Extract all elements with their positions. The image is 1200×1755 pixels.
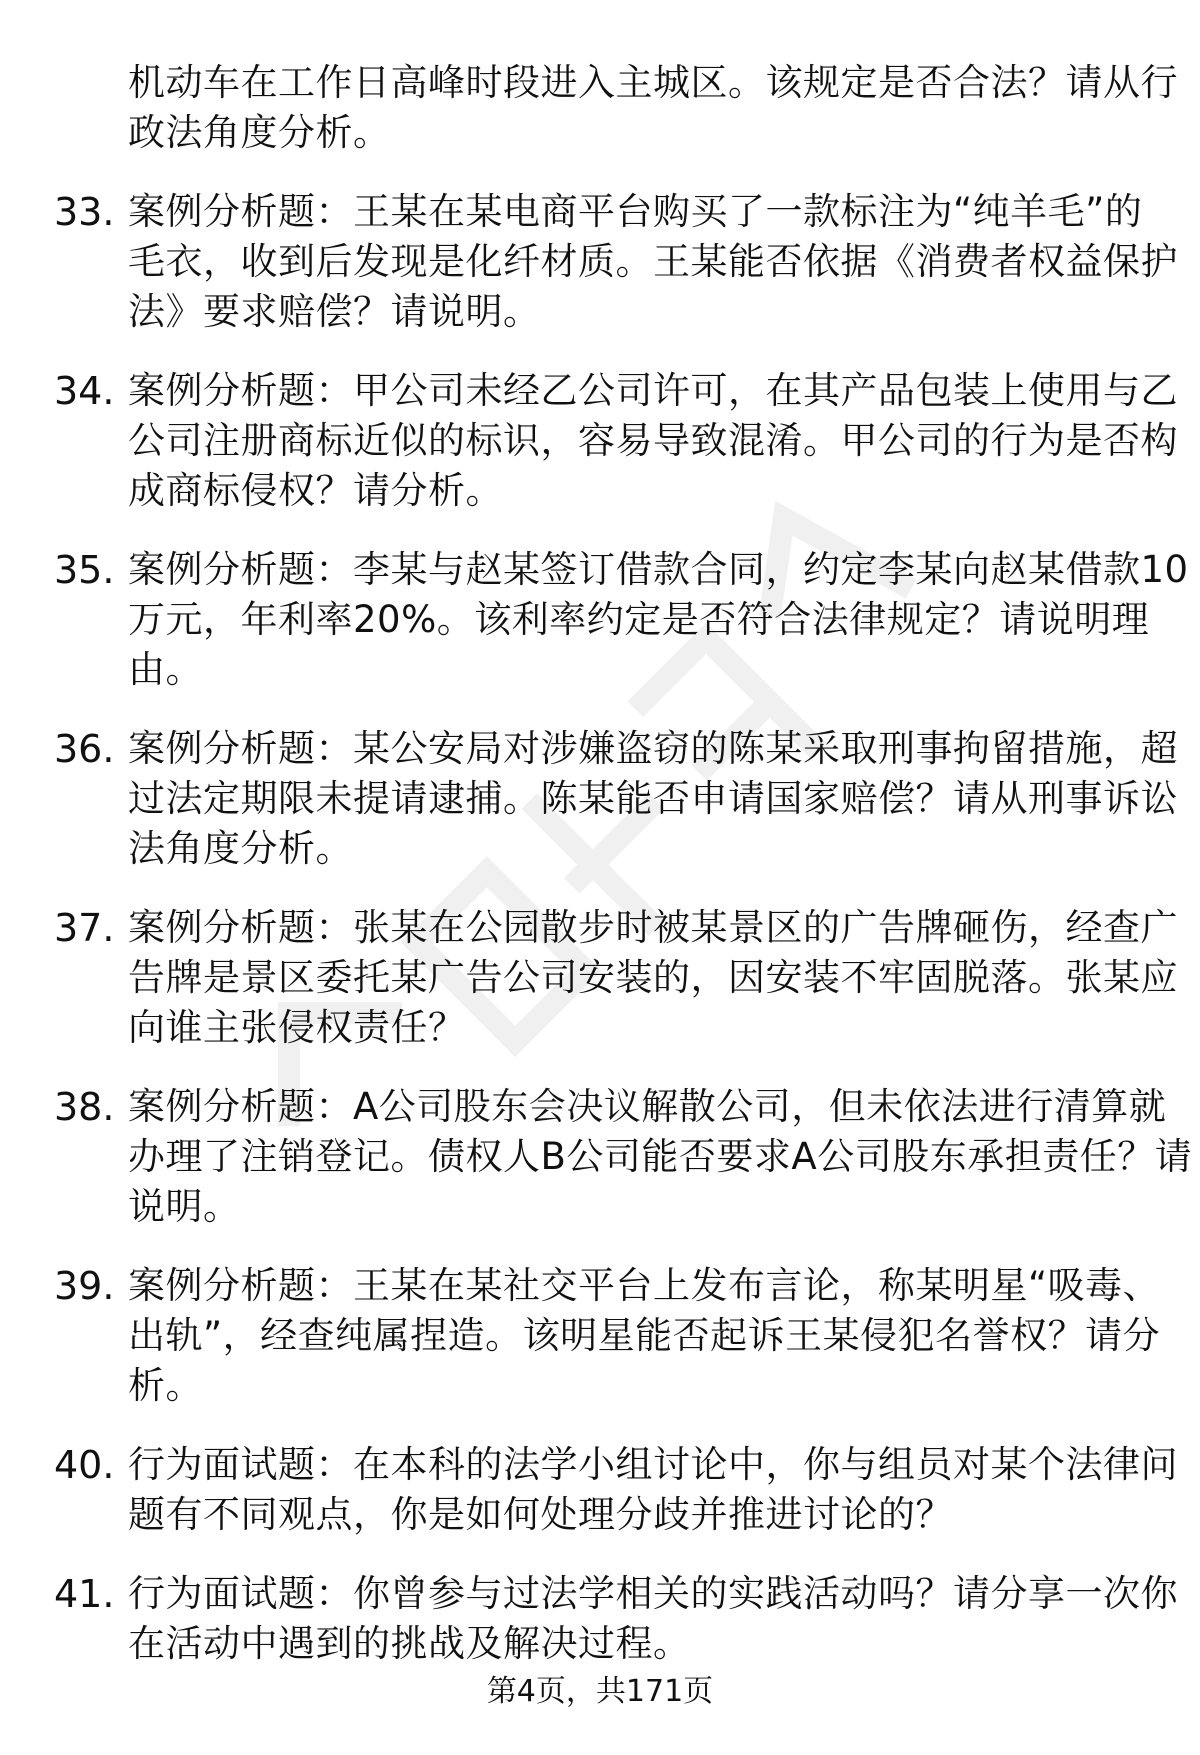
question-number: 33. [54, 190, 115, 234]
question-number: 38. [54, 1085, 115, 1129]
question-text-line: 案例分析题：王某在某社交平台上发布言论，称某明星“吸毒、 [128, 1264, 1161, 1307]
question-text-line: 万元，年利率20%。该利率约定是否符合法律规定？请说明理 [128, 598, 1150, 641]
question-text-line: 析。 [128, 1364, 203, 1407]
question-number: 41. [54, 1572, 115, 1616]
question-text-line: 案例分析题：甲公司未经乙公司许可，在其产品包装上使用与乙 [128, 369, 1178, 412]
question-text-line: 公司注册商标近似的标识，容易导致混淆。甲公司的行为是否构 [128, 419, 1178, 462]
question-item [0, 366, 1200, 516]
question-item [0, 724, 1200, 874]
question-text-line: 案例分析题：李某与赵某签订借款合同，约定李某向赵某借款10 [128, 548, 1189, 591]
question-number: 39. [54, 1264, 115, 1308]
question-text-line: 法角度分析。 [128, 827, 353, 870]
question-text-line: 过法定期限未提请逮捕。陈某能否申请国家赔偿？请从刑事诉讼 [128, 777, 1178, 820]
question-item [0, 545, 1200, 695]
question-number: 40. [54, 1443, 115, 1487]
question-text-line: 案例分析题：某公安局对涉嫌盗窃的陈某采取刑事拘留措施，超 [128, 727, 1178, 770]
question-item [0, 187, 1200, 337]
question-text-line: 行为面试题：你曾参与过法学相关的实践活动吗？请分享一次你 [128, 1572, 1178, 1615]
page-footer: 第4页，共171页 [486, 1674, 714, 1709]
question-text-line: 机动车在工作日高峰时段进入主城区。该规定是否合法？请从行 [128, 61, 1178, 104]
question-text-line: 行为面试题：在本科的法学小组讨论中，你与组员对某个法律问 [128, 1443, 1178, 1486]
question-text-line: 成商标侵权？请分析。 [128, 469, 503, 512]
question-text-line: 告牌是景区委托某广告公司安装的，因安装不牢固脱落。张某应 [128, 956, 1178, 999]
question-number: 37. [54, 906, 115, 950]
question-item [0, 1440, 1200, 1540]
question-number: 35. [54, 548, 115, 592]
question-text-line: 办理了注销登记。债权人B公司能否要求A公司股东承担责任？请 [128, 1135, 1193, 1178]
question-text-line: 出轨”，经查纯属捏造。该明星能否起诉王某侵犯名誉权？请分 [128, 1314, 1161, 1357]
question-item [0, 1261, 1200, 1411]
question-text-line: 案例分析题：张某在公园散步时被某景区的广告牌砸伤，经查广 [128, 906, 1178, 949]
question-item [0, 1569, 1200, 1669]
question-text-line: 毛衣，收到后发现是化纤材质。王某能否依据《消费者权益保护 [128, 240, 1178, 283]
question-text-line: 题有不同观点，你是如何处理分歧并推进讨论的？ [128, 1493, 953, 1536]
question-item [0, 903, 1200, 1053]
question-text-line: 案例分析题：A公司股东会决议解散公司，但未依法进行清算就 [128, 1085, 1167, 1128]
question-number: 36. [54, 727, 115, 771]
question-text-line: 案例分析题：王某在某电商平台购买了一款标注为“纯羊毛”的 [128, 190, 1143, 233]
question-text-line: 政法角度分析。 [128, 111, 391, 154]
question-text-line: 由。 [128, 648, 203, 691]
question-text-line: 向谁主张侵权责任？ [128, 1006, 466, 1049]
question-text-line: 说明。 [128, 1185, 241, 1228]
question-list [0, 58, 1200, 1698]
question-text-line: 在活动中遇到的挑战及解决过程。 [128, 1622, 691, 1665]
question-item [0, 1082, 1200, 1232]
question-number: 34. [54, 369, 115, 413]
question-item [0, 58, 1200, 158]
question-text-line: 法》要求赔偿？请说明。 [128, 290, 541, 333]
